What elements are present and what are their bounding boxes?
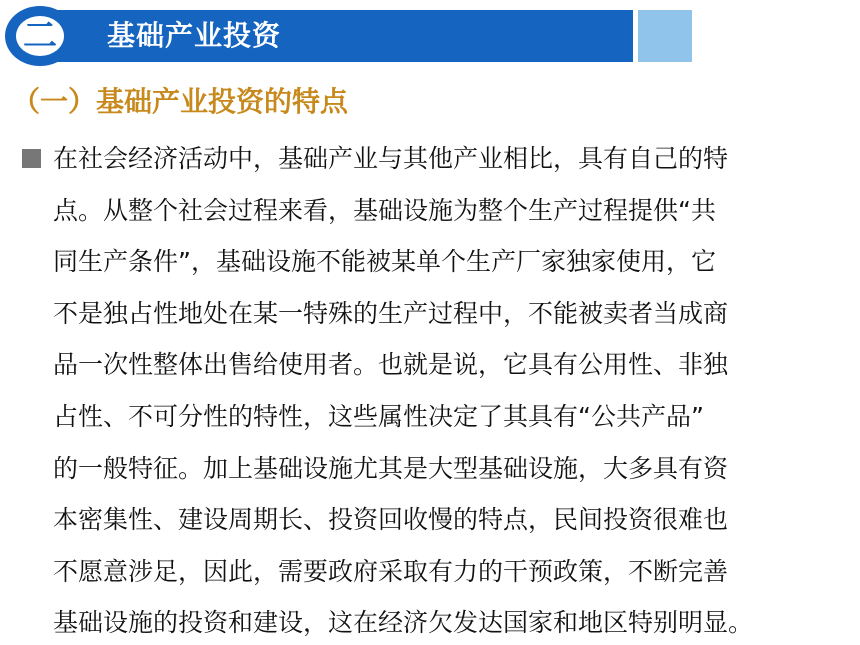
section-title: 基础产业投资 <box>107 19 282 52</box>
paragraph-line: 品一次性整体出售给使用者。也就是说，它具有公用性、非独 <box>53 350 729 380</box>
subsection-heading: （一）基础产业投资的特点 <box>12 85 349 118</box>
paragraph-line: 本密集性、建设周期长、投资回收慢的特点，民间投资很难也 <box>53 505 729 535</box>
paragraph-line: 基础设施的投资和建设，这在经济欠发达国家和地区特别明显。 <box>53 608 754 638</box>
body-paragraph <box>53 136 843 645</box>
bullet-square-icon <box>22 149 41 168</box>
header-accent-block <box>638 10 692 62</box>
section-number-badge <box>5 6 75 66</box>
paragraph-line: 不是独占性地处在某一特殊的生产过程中，不能被卖者当成商 <box>53 298 729 328</box>
paragraph-line: 同生产条件”，基础设施不能被某单个生产厂家独家使用，它 <box>53 247 716 277</box>
paragraph-line: 占性、不可分性的特性，这些属性决定了其具有“公共产品” <box>53 401 704 431</box>
paragraph-line: 在社会经济活动中，基础产业与其他产业相比，具有自己的特 <box>53 144 729 173</box>
paragraph-line: 不愿意涉足，因此，需要政府采取有力的干预政策，不断完善 <box>53 556 729 586</box>
section-number: 二 <box>16 16 64 56</box>
paragraph-line: 点。从整个社会过程来看，基础设施为整个生产过程提供“共 <box>53 195 716 225</box>
paragraph-line: 的一般特征。加上基础设施尤其是大型基础设施，大多具有资 <box>53 453 729 483</box>
